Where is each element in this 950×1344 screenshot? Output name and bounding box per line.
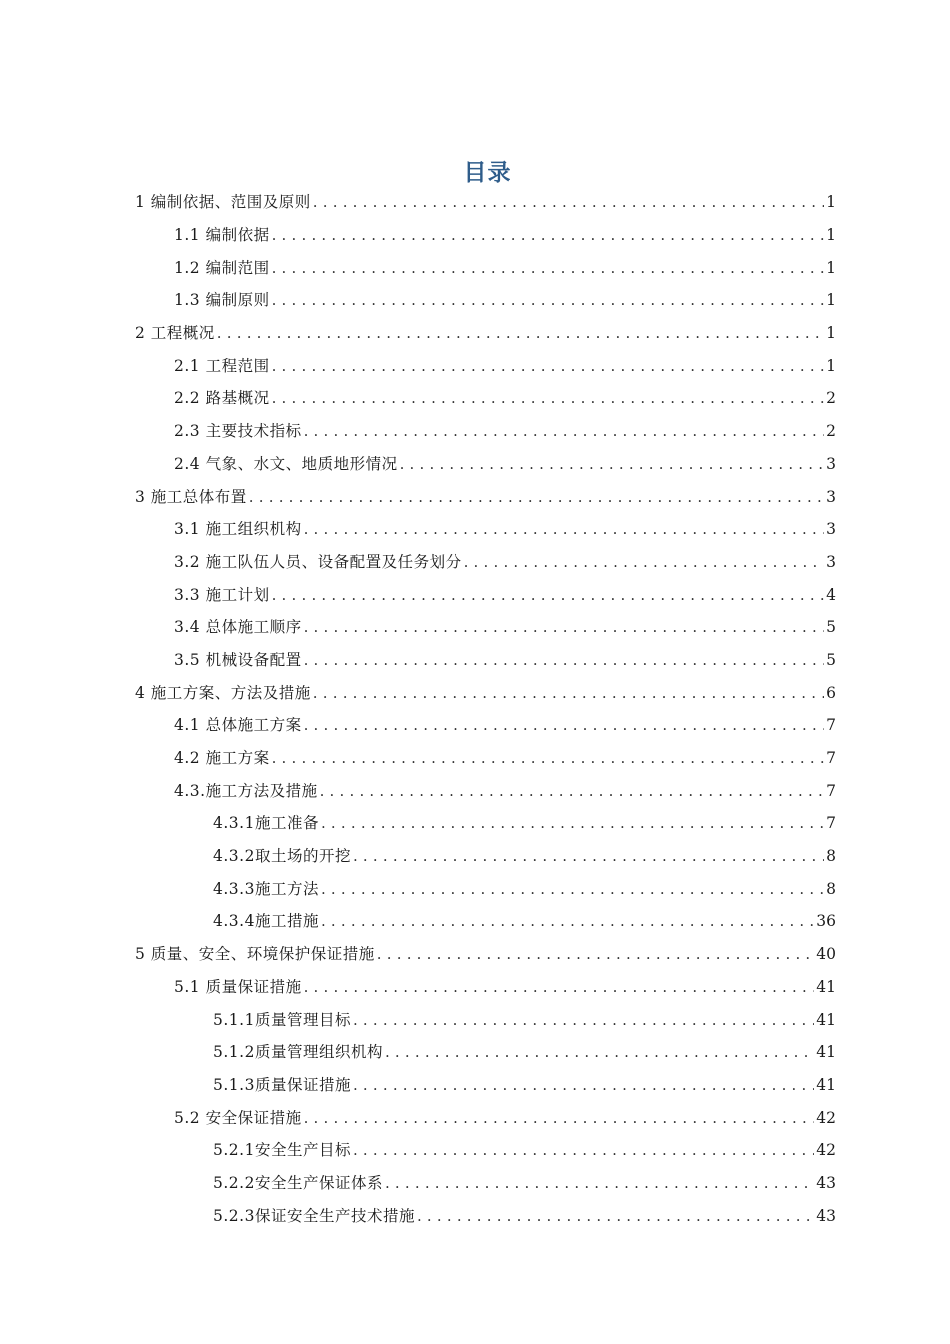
toc-page-number: 3	[826, 520, 836, 539]
toc-page-number: 3	[826, 487, 836, 506]
toc-dot-leader	[320, 781, 825, 801]
toc-dot-leader	[400, 454, 825, 474]
toc-entry[interactable]	[0, 415, 950, 448]
toc-entry[interactable]	[0, 1101, 950, 1134]
toc-entry[interactable]	[0, 513, 950, 546]
toc-dot-leader	[249, 487, 824, 507]
toc-page-number: 4	[826, 585, 836, 604]
toc-dot-leader	[353, 1075, 814, 1095]
toc-entry-label: 2.2 路基概况	[174, 389, 270, 408]
toc-entry[interactable]	[0, 317, 950, 350]
toc-page-number: 41	[816, 1075, 836, 1094]
toc-entry[interactable]	[0, 382, 950, 415]
toc-dot-leader	[313, 192, 824, 212]
toc-page-number: 42	[816, 1141, 836, 1160]
toc-entry[interactable]	[0, 709, 950, 742]
toc-dot-leader	[304, 977, 815, 997]
toc-entry[interactable]	[0, 1003, 950, 1036]
toc-page-number: 7	[826, 814, 836, 833]
toc-entry[interactable]	[0, 1134, 950, 1167]
toc-entry[interactable]	[0, 938, 950, 971]
toc-entry-label: 5.1.3质量保证措施	[213, 1075, 351, 1094]
toc-entry[interactable]	[0, 251, 950, 284]
toc-page-number: 6	[826, 683, 836, 702]
toc-dot-leader	[385, 1042, 814, 1062]
toc-dot-leader	[304, 421, 825, 441]
toc-entry[interactable]	[0, 807, 950, 840]
toc-entry-label: 2.3 主要技术指标	[174, 422, 302, 441]
toc-entry[interactable]	[0, 676, 950, 709]
toc-page-number: 41	[816, 1010, 836, 1029]
toc-entry-label: 5.1.2质量管理组织机构	[213, 1043, 383, 1062]
toc-dot-leader	[321, 911, 814, 931]
toc-entry-label: 2.1 工程范围	[174, 356, 270, 375]
toc-dot-leader	[321, 879, 824, 899]
toc-entry-label: 3.3 施工计划	[174, 585, 270, 604]
toc-entry-label: 5.2 安全保证措施	[174, 1108, 302, 1127]
toc-dot-leader	[304, 650, 825, 670]
toc-page-number: 1	[826, 258, 836, 277]
toc-page-number: 43	[816, 1173, 836, 1192]
toc-entry[interactable]	[0, 480, 950, 513]
toc-entry-label: 4.3.施工方法及措施	[174, 781, 318, 800]
toc-dot-leader	[272, 258, 825, 278]
toc-page-number: 43	[816, 1206, 836, 1225]
toc-entry-label: 5.2.2安全生产保证体系	[213, 1173, 383, 1192]
toc-dot-leader	[321, 813, 824, 833]
toc-page-number: 1	[826, 193, 836, 212]
toc-entry[interactable]	[0, 1036, 950, 1069]
toc-dot-leader	[385, 1173, 814, 1193]
toc-entry-label: 4.3.2取土场的开挖	[213, 847, 351, 866]
toc-dot-leader	[272, 388, 825, 408]
toc-entry[interactable]	[0, 644, 950, 677]
toc-entry-label: 4.1 总体施工方案	[174, 716, 302, 735]
toc-page-number: 2	[826, 422, 836, 441]
toc-entry[interactable]	[0, 546, 950, 579]
toc-page-number: 41	[816, 1043, 836, 1062]
toc-dot-leader	[272, 585, 825, 605]
toc-dot-leader	[417, 1206, 814, 1226]
toc-entry[interactable]	[0, 1199, 950, 1232]
toc-page-number: 40	[816, 945, 836, 964]
toc-page-number: 7	[826, 781, 836, 800]
toc-dot-leader	[272, 748, 825, 768]
toc-entry-label: 3.5 机械设备配置	[174, 650, 302, 669]
toc-dot-leader	[313, 683, 824, 703]
toc-dot-leader	[272, 225, 825, 245]
toc-page-number: 1	[826, 291, 836, 310]
toc-dot-leader	[377, 944, 814, 964]
toc-title: 目录	[463, 160, 512, 186]
toc-entry[interactable]	[0, 284, 950, 317]
toc-page-number: 3	[826, 552, 836, 571]
toc-entry-label: 1.2 编制范围	[174, 258, 270, 277]
toc-dot-leader	[272, 356, 825, 376]
toc-dot-leader	[304, 519, 825, 539]
toc-page-number: 2	[826, 389, 836, 408]
toc-dot-leader	[304, 715, 825, 735]
toc-entry-label: 2.4 气象、水文、地质地形情况	[174, 454, 398, 473]
toc-entry-label: 3.4 总体施工顺序	[174, 618, 302, 637]
toc-entry[interactable]	[0, 611, 950, 644]
toc-entry-label: 5.2.3保证安全生产技术措施	[213, 1206, 415, 1225]
toc-dot-leader	[353, 846, 824, 866]
toc-page-number: 1	[826, 324, 836, 343]
toc-entry[interactable]	[0, 186, 950, 219]
toc-page-number: 1	[826, 226, 836, 245]
toc-entry-label: 1 编制依据、范围及原则	[135, 193, 311, 212]
toc-entry-label: 3.1 施工组织机构	[174, 520, 302, 539]
toc-dot-leader	[353, 1140, 814, 1160]
toc-entry[interactable]	[0, 219, 950, 252]
toc-entry-label: 3.2 施工队伍人员、设备配置及任务划分	[174, 552, 462, 571]
toc-page-number: 7	[826, 749, 836, 768]
toc-page-number: 36	[816, 912, 836, 931]
toc-entry[interactable]	[0, 971, 950, 1004]
toc-page-number: 42	[816, 1108, 836, 1127]
toc-entry-label: 1.3 编制原则	[174, 291, 270, 310]
toc-page-number: 1	[826, 356, 836, 375]
toc-entry[interactable]	[0, 872, 950, 905]
toc-entry[interactable]	[0, 742, 950, 775]
toc-page-number: 7	[826, 716, 836, 735]
toc-entry-label: 5.2.1安全生产目标	[213, 1141, 351, 1160]
toc-entry-label: 5.1.1质量管理目标	[213, 1010, 351, 1029]
table-of-contents	[0, 186, 950, 1232]
toc-dot-leader	[304, 1108, 815, 1128]
toc-entry-label: 4 施工方案、方法及措施	[135, 683, 311, 702]
toc-entry-label: 2 工程概况	[135, 324, 215, 343]
toc-entry-label: 4.2 施工方案	[174, 749, 270, 768]
toc-entry[interactable]	[0, 448, 950, 481]
toc-dot-leader	[464, 552, 825, 572]
toc-page-number: 41	[816, 977, 836, 996]
toc-dot-leader	[353, 1010, 814, 1030]
toc-entry[interactable]	[0, 905, 950, 938]
toc-entry[interactable]	[0, 578, 950, 611]
toc-page-number: 8	[826, 847, 836, 866]
toc-entry[interactable]	[0, 1069, 950, 1102]
toc-entry-label: 5.1 质量保证措施	[174, 977, 302, 996]
toc-entry[interactable]	[0, 840, 950, 873]
toc-entry-label: 4.3.4施工措施	[213, 912, 319, 931]
toc-page-number: 5	[826, 650, 836, 669]
toc-entry-label: 5 质量、安全、环境保护保证措施	[135, 945, 375, 964]
toc-dot-leader	[217, 323, 824, 343]
toc-page-number: 3	[826, 454, 836, 473]
toc-page-number: 8	[826, 879, 836, 898]
toc-page-number: 5	[826, 618, 836, 637]
toc-entry[interactable]	[0, 349, 950, 382]
toc-entry-label: 4.3.3施工方法	[213, 879, 319, 898]
toc-dot-leader	[272, 290, 825, 310]
toc-entry-label: 1.1 编制依据	[174, 226, 270, 245]
toc-entry-label: 3 施工总体布置	[135, 487, 247, 506]
toc-entry[interactable]	[0, 1167, 950, 1200]
toc-entry-label: 4.3.1施工准备	[213, 814, 319, 833]
toc-entry[interactable]	[0, 774, 950, 807]
toc-dot-leader	[304, 617, 825, 637]
